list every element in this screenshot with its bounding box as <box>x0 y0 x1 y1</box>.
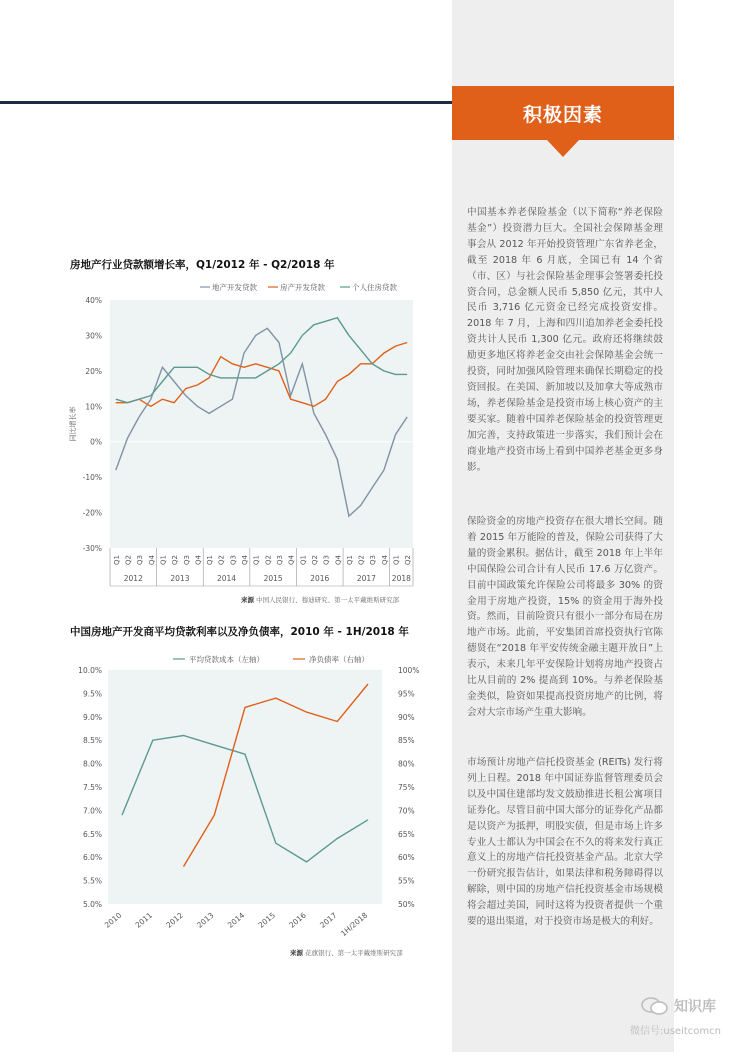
chart1-x-tick: Q2 <box>357 555 366 565</box>
chart1-x-tick: Q4 <box>287 555 296 565</box>
chart2-y-left-tick: 5.0% <box>82 900 102 909</box>
chart2-x-tick: 2012 <box>164 910 185 930</box>
chart2-x-tick: 2017 <box>318 910 339 930</box>
sidebar-paragraph-insurance: 保险资金的房地产投资存在很大增长空间。随着 2015 年万能险的普及，保险公司获得了大量的资金累积。据估计，截至 2018 年上半年中国保险公司合计有人民币 17.6 万亿资产。目前中国政策允许保险公司将最多 30% 的资金用于房地产投资，15% 的资金用于海外投资。然而，目前险资只有很小一部分布局在房地产市场。此前，平安集团首席投资执行官陈德贤在“2018 年平安传统金融主题开放日”上表示，未来几年平安保险计划将房地产投资占比从目前的 2% 提高到 10%。与养老保险基金类似，险资如果提高投资房地产的比例，将会对大宗市场产生重大影响。 <box>467 516 663 718</box>
chart2-y-right-tick: 75% <box>398 783 415 792</box>
chart1-y-label: 同比增长率 <box>69 406 77 442</box>
chart2-y-left-tick: 9.5% <box>82 689 102 699</box>
chart1-y-tick: -20% <box>82 508 102 518</box>
chart1-x-tick: Q1 <box>112 555 121 565</box>
chart1-x-tick: Q1 <box>345 555 354 565</box>
chart2-legend-label: 净负债率（右轴） <box>309 655 369 664</box>
chart2-y-left-tick: 6.5% <box>82 829 102 839</box>
chart1-year-label: 2018 <box>391 574 411 583</box>
chart2-y-left-tick: 5.5% <box>82 876 102 886</box>
chart1-x-tick: Q2 <box>404 555 413 565</box>
chart2-svg <box>60 648 435 948</box>
chart2-x-tick: 2011 <box>133 910 155 930</box>
chart1-title: 房地产行业贷款额增长率，Q1/2012 年 - Q2/2018 年 <box>70 259 335 271</box>
chart2-y-right-tick: 50% <box>398 900 415 909</box>
chart2-y-right-tick: 65% <box>398 829 415 839</box>
chart1-year-label: 2012 <box>123 574 143 583</box>
chart2-title: 中国房地产开发商平均贷款利率以及净负债率，2010 年 - 1H/2018 年 <box>70 626 409 638</box>
chart1-year-label: 2015 <box>263 574 283 583</box>
chart1-legend-label: 个人住房贷款 <box>352 283 397 292</box>
chart1-x-tick: Q3 <box>275 555 284 565</box>
chart1-y-tick: -10% <box>82 473 102 483</box>
chart2-source-text: 花旗银行、第一太平戴维斯研究部 <box>305 949 403 957</box>
chart1-x-tick: Q4 <box>241 555 250 565</box>
chart1-year-label: 2016 <box>310 574 330 583</box>
chart1-y-tick: -30% <box>82 544 102 553</box>
chart2-y-right-tick: 80% <box>398 759 415 769</box>
chart1-svg <box>60 275 430 595</box>
chart2-y-right-tick: 55% <box>398 876 415 886</box>
chart1-y-tick: 20% <box>85 366 102 376</box>
chart1-x-tick: Q2 <box>217 555 226 565</box>
chart2-y-left-tick: 6.0% <box>82 853 102 863</box>
chart1-x-tick: Q4 <box>380 555 389 565</box>
chart1-x-tick: Q3 <box>182 555 191 565</box>
chart1-x-tick: Q1 <box>252 555 261 565</box>
chart2-source-label: 来源 <box>290 949 303 957</box>
chart2-y-left-tick: 8.5% <box>82 736 102 746</box>
chart2-x-tick: 2014 <box>225 910 247 930</box>
chart1-y-tick: 10% <box>85 402 102 412</box>
banner-pointer <box>547 140 579 157</box>
sidebar-title: 积极因素 <box>452 86 674 140</box>
sidebar-paragraph-reits: 市场预计房地产信托投资基金 (REITs) 发行将列上日程。2018 年中国证券监督管理委员会以及中国住建部均发文鼓励推进长租公寓项目证券化。尽管目前中国大部分的证券化产品都是以资产为抵押，明股实债，但是市场上许多专业人士都认为中国会在不久的将来发行真正意义上的房地产信托投资基金产品。北京大学一份研究报告估计，如果法律和税务障碍得以解除，则中国的房地产信托投资基金市场规模将会超过美国，同时这将为投资者提供一个重要的退出渠道，对于投资市场是极大的利好。 <box>467 757 663 928</box>
chart1-year-label: 2013 <box>170 574 190 583</box>
chart1-source-text: 中国人民银行、穆迪研究、第一太平戴维斯研究部 <box>256 596 400 604</box>
chart2-plot-area <box>108 670 382 904</box>
chart1-x-tick: Q3 <box>322 555 331 565</box>
chart1-x-tick: Q2 <box>310 555 319 565</box>
chart1-year-label: 2017 <box>356 574 376 583</box>
chart2-y-right-tick: 100% <box>398 666 420 675</box>
chart2-y-right-tick: 60% <box>398 853 415 863</box>
chart1-source-label: 来源 <box>241 596 254 604</box>
chart2-y-left-tick: 7.5% <box>82 783 102 792</box>
chart1-y-tick: 40% <box>85 296 102 305</box>
chart2-x-tick: 2010 <box>102 910 124 930</box>
chart2-y-left-tick: 7.0% <box>82 806 102 816</box>
chart1-x-tick: Q3 <box>229 555 238 565</box>
chart2-x-tick: 1H/2018 <box>338 910 370 939</box>
chart1-y-tick: 0% <box>90 437 102 447</box>
chart1-x-tick: Q1 <box>299 555 308 565</box>
chart2-x-tick: 2016 <box>287 910 308 930</box>
chart1-x-tick: Q1 <box>159 555 168 565</box>
chart2-legend-label: 平均贷款成本（左轴） <box>189 655 264 664</box>
header-rule <box>0 101 452 104</box>
watermark-logo: 知识库 微信号:useitcomcn <box>630 999 721 1037</box>
chart1-x-tick: Q4 <box>147 555 156 565</box>
chart1-year-label: 2014 <box>216 574 237 583</box>
chart1-legend-label: 地产开发贷款 <box>212 283 257 292</box>
chart2-x-tick: 2013 <box>195 910 216 930</box>
chart1-x-tick: Q2 <box>264 555 273 565</box>
chart1-legend-label: 房产开发贷款 <box>280 283 325 292</box>
chart2-y-right-tick: 85% <box>398 736 415 746</box>
chart1-x-tick: Q2 <box>171 555 180 565</box>
chart1-x-tick: Q3 <box>136 555 145 565</box>
chart2-y-right-tick: 95% <box>398 689 415 699</box>
chart1-y-tick: 30% <box>85 331 102 341</box>
chart1-source <box>241 595 399 604</box>
chart1-x-tick: Q4 <box>194 555 203 565</box>
chart2-source <box>290 948 403 957</box>
chart1-plot-area <box>110 300 413 548</box>
chart2-y-right-tick: 90% <box>398 712 415 722</box>
chart1-x-tick: Q1 <box>206 555 215 565</box>
chart2-y-left-tick: 9.0% <box>82 712 102 722</box>
sidebar-paragraph-pension: 中国基本养老保险基金（以下简称“养老保险基金”）投资潜力巨大。全国社会保障基金理事会从 2012 年开始投资管理广东省养老金，截至 2018 年 6 月底，全国已有 14 个省（市、区）与社会保险基金理事会签署委托投资合同，总金额人民币 5,850 亿元，其中人民币 3,716 亿元资金已经完成投资安排。2018 年 7 月，上海和四川追加养老金委托投资共计人民币 1,300 亿元。政府还将继续鼓励更多地区将养老金交由社会保障基金会统一投资，同时加强风险管理来确保长期稳定的投资回报。在美国、新加坡以及加拿大等成熟市场，养老保险基金是投资市场上核心资产的主要买家。随着中国养老保险基金的投资管理更加完善，支持政策进一步落实，我们预计会在商业地产投资市场上看到中国养老基金更多身影。 <box>467 207 663 473</box>
chart1-x-tick: Q4 <box>334 555 343 565</box>
wechat-icon <box>640 997 670 1015</box>
chart1-x-tick: Q2 <box>124 555 133 565</box>
chart1-x-tick: Q3 <box>369 555 378 565</box>
chart2-y-left-tick: 10.0% <box>78 666 102 675</box>
chart2-x-tick: 2015 <box>256 910 278 930</box>
chart2-y-left-tick: 8.0% <box>82 759 102 769</box>
chart1-x-tick: Q1 <box>392 555 401 565</box>
chart2-y-right-tick: 70% <box>398 806 415 816</box>
